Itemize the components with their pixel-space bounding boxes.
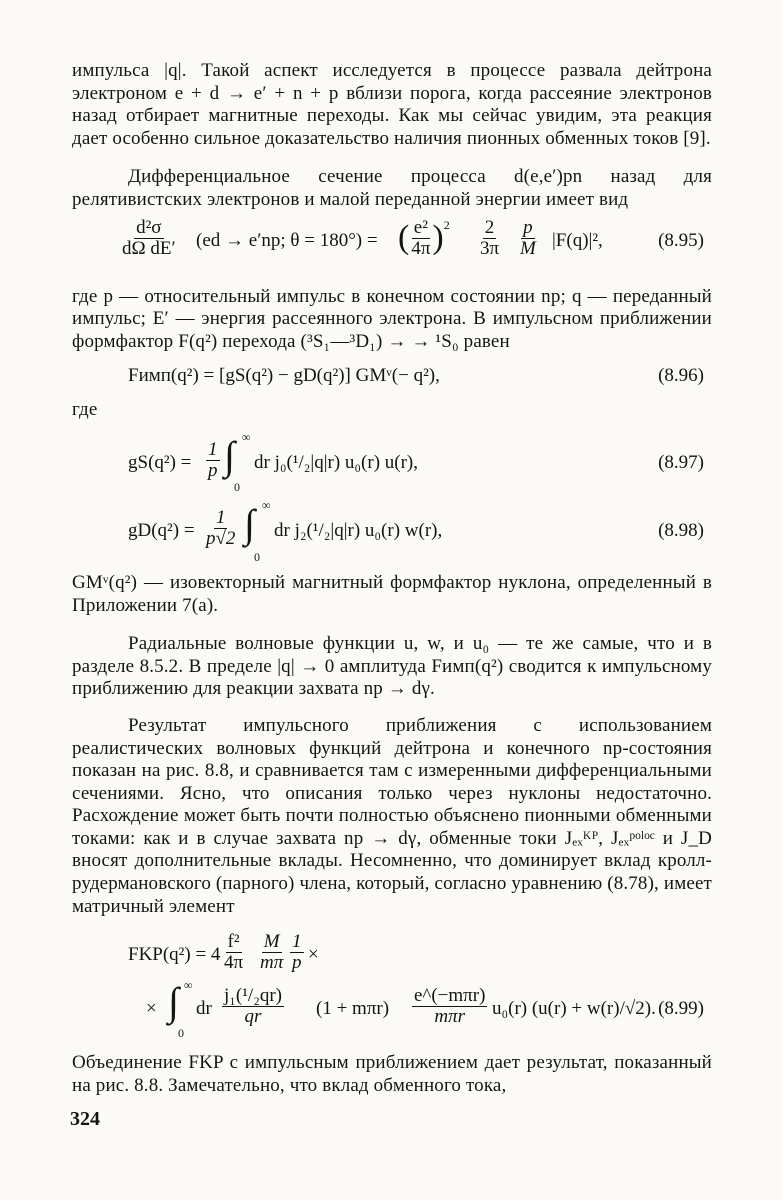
eq98-lower: 0 [254,549,260,564]
eq99-a-num: f² [227,931,240,953]
paragraph-6: Результат импульсного приближения с использованием реалистических волновых функций дейтрона и конечного np-состояния показан на рис. 8.8, и сравнивается там с измеренными дифференциальными сечениями. Ясно, что описания только через нуклоны недостаточно. Расхождение может быть почти полностью объяснено пионными обменными токами: как и в случае захвата np → dγ, обменные токи Jₑₓᴷᴾ, Jₑₓᵖᵒˡᵒᶜ и J_D вносят дополнительные вклады. Несомненно, что доминирует вклад кролл-рудермановского (парного) члена, который, согласно уравнению (8.78), имеет матричный элемент [72,714,712,917]
equation-8-95 [120,216,712,280]
eq95-c-den: 4π [411,237,431,259]
eq95-lhs-den: dΩ dE′ [122,237,176,259]
eq99-dr: dr [196,998,212,1020]
equation-8-99 [72,930,712,1042]
eq97-lower: 0 [234,479,240,494]
eq95-number: (8.95) [658,229,704,251]
eq95-f2 [478,218,501,259]
eq97-fraction [206,440,220,481]
eq99-times-2: × [146,998,157,1020]
eq99-frac-e [412,986,487,1027]
eq99-c-num: 1 [292,931,302,953]
eq97-f-num: 1 [208,438,218,460]
eq98-fraction [204,508,237,549]
eq95-lhs-num: d²σ [136,216,162,238]
eq95-coupling: ( $\frac{\text{e²}}{4\pi}$ ) $^2$ [398,216,450,259]
eq98-lhs: gD(q²) = [128,519,195,541]
eq99-a-den: 4π [224,952,244,974]
eq98-integrand: dr j₂(¹/₂|q|r) u₀(r) w(r), [274,519,443,541]
eq99-lhs: FKP(q²) = 4 [128,944,221,966]
eq99-frac-b [258,932,285,973]
paragraph-4: GMᵛ(q²) — изовекторный магнитный формфактор нуклона, определенный в Приложении 7(а). [72,571,712,616]
eq99-e-num: e^(−mπr) [414,985,486,1007]
eq97-integrand: dr j₀(¹/₂|q|r) u₀(r) u(r), [254,451,419,473]
paragraph-1: импульса |q|. Такой аспект исследуется в процессе развала дейтрона электроном e + d → e′ + n + p вблизи порога, когда рассеяние электронов назад отбирает магнитные переходы. Как мы сейчас увидим, эта реакция дает особенно сильное доказательство наличия пионных обменных токов [9]. [72,60,712,149]
paragraph-2: Дифференциальное сечение процесса d(e,e′)pn назад для релятивистских электронов и малой переданной энергии имеет вид [72,166,712,210]
paragraph-5: Радиальные волновые функции u, w, и u₀ — те же самые, что и в разделе 8.5.2. В пределе |q| → 0 амплитуда Fимп(q²) сводится к импульсному приближению для реакции захвата np → dγ. [72,633,712,700]
paragraph-3: где p — относительный импульс в конечном состоянии np; q — переданный импульс; E′ — энергия рассеянного электрона. В импульсном приближении формфактор F(q²) перехода (³S₁—³D₁) → → ¹S₀ равен [72,285,712,352]
eq98-integral: ∫ [244,500,255,546]
eq97-upper: ∞ [242,429,251,444]
eq95-f3-den: M [520,237,536,259]
eq96-body: Fимп(q²) = [gS(q²) − gD(q²)] GMᵛ(− q²), [128,365,440,387]
eq99-upper: ∞ [184,978,193,993]
eq95-f2-den: 3π [480,237,500,259]
where-label: где [72,399,98,421]
eq99-c-den: p [292,952,302,974]
page-body [72,60,712,1097]
eq95-lhs-fraction [120,218,178,259]
eq99-mid: (1 + mπr) [316,998,390,1020]
eq98-number: (8.98) [658,519,704,541]
eq99-frac-d [222,986,284,1027]
eq97-lhs: gS(q²) = [128,451,192,473]
eq95-exp: 2 [443,217,450,232]
equation-8-97 [72,430,712,498]
eq99-d-num: j₁(¹/₂qr) [224,985,282,1007]
equation-8-96 [72,361,712,397]
eq97-f-den: p [208,459,218,481]
eq95-f3-num: p [523,216,533,238]
page-number: 324 [70,1108,100,1130]
eq95-lhs-arg: (ed → e′np; θ = 180°) = [196,229,378,251]
eq99-frac-a [222,932,245,973]
eq99-frac-c [290,932,304,973]
eq99-d-den: qr [244,1006,262,1028]
eq97-number: (8.97) [658,451,704,473]
eq96-number: (8.96) [658,365,704,387]
eq99-b-den: mπ [260,952,284,974]
eq99-integral: ∫ [168,979,179,1025]
eq97-integral: ∫ [224,432,235,478]
equation-8-98 [72,498,712,570]
eq95-f2-num: 2 [484,216,495,238]
eq98-f-den: p√2 [206,527,236,549]
eq98-upper: ∞ [262,497,271,512]
eq99-times-1: × [308,944,319,966]
eq95-c-num: e² [413,216,428,238]
paragraph-7: Объединение FKP с импульсным приближением дает результат, показанный на рис. 8.8. Замечательно, что вклад обменного тока, [72,1052,712,1096]
eq95-f3 [518,218,538,259]
eq99-tail: u₀(r) (u(r) + w(r)/√2). [492,998,656,1020]
eq95-tail: |F(q)|², [552,229,603,251]
eq98-f-num: 1 [215,506,226,528]
eq99-lower: 0 [178,1026,184,1041]
eq99-e-den: mπr [434,1006,466,1028]
eq99-number: (8.99) [658,998,704,1020]
eq99-b-num: M [263,931,280,953]
